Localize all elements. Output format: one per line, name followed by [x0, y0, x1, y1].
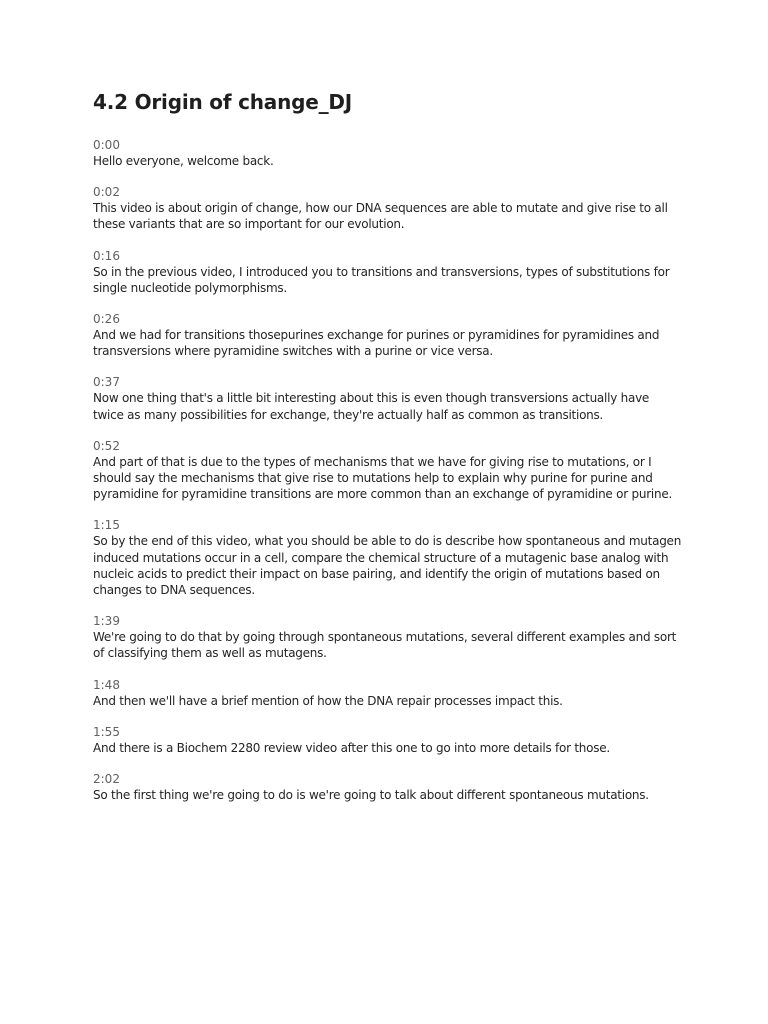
segment-text: So the first thing we're going to do is we're going to talk about different spontaneous mutations. — [93, 788, 649, 803]
timestamp[interactable]: 0:52 — [93, 438, 120, 453]
timestamp[interactable]: 1:55 — [93, 724, 120, 739]
transcript-segment — [93, 613, 683, 661]
document-page — [93, 88, 683, 818]
timestamp[interactable]: 0:00 — [93, 138, 120, 152]
segment-text: So by the end of this video, what you should be able to do is describe how spontaneous and mutagen induced mutations occur in a cell, compare the chemical structure of a mutagenic base analog with nucleic acids to predict their impact on base pairing, and identify the origin of mutations based on changes to DNA sequences. — [93, 534, 682, 598]
timestamp[interactable]: 1:15 — [93, 518, 120, 533]
transcript-segment — [93, 184, 683, 232]
timestamp[interactable]: 0:37 — [93, 375, 120, 390]
segment-text: And we had for transitions thosepurines exchange for purines or pyramidines for pyramidines and transversions where pyramidine switches with a purine or vice versa. — [93, 328, 660, 359]
transcript-segment — [93, 724, 683, 756]
timestamp[interactable]: 0:02 — [93, 185, 120, 200]
timestamp[interactable]: 1:48 — [93, 677, 120, 692]
segment-text: And then we'll have a brief mention of how the DNA repair processes impact this. — [93, 693, 563, 708]
transcript-segment — [93, 771, 683, 803]
document-title: 4.2 Origin of change_DJ — [93, 90, 353, 114]
segment-text: Hello everyone, welcome back. — [93, 154, 274, 168]
segment-text: This video is about origin of change, how our DNA sequences are able to mutate and give rise to all these variants that are so important for our evolution. — [93, 201, 668, 232]
timestamp[interactable]: 2:02 — [93, 772, 120, 787]
transcript-segment — [93, 248, 683, 296]
transcript-segment — [93, 438, 683, 503]
segment-text: So in the previous video, I introduced you to transitions and transversions, types of substitutions for single nucleotide polymorphisms. — [93, 264, 670, 295]
segment-text: Now one thing that's a little bit interesting about this is even though transversions actually have twice as many possibilities for exchange, they're actually half as common as transitions. — [93, 391, 650, 422]
transcript-segment — [93, 677, 683, 709]
timestamp[interactable]: 0:16 — [93, 248, 120, 263]
segment-text: And there is a Biochem 2280 review video after this one to go into more details for those. — [93, 740, 610, 755]
segment-text: And part of that is due to the types of mechanisms that we have for giving rise to mutations, or I should say the mechanisms that give rise to mutations help to explain why purine for purine and pyramidine for pyramidine transitions are more common than an exchange of pyramidine or purine. — [93, 454, 673, 502]
transcript-segment — [93, 374, 683, 422]
transcript-segment — [93, 517, 683, 598]
segment-text: We're going to do that by going through spontaneous mutations, several different examples and sort of classifying them as well as mutagens. — [93, 630, 677, 661]
transcript-segment — [93, 137, 683, 169]
transcript — [93, 137, 683, 803]
timestamp[interactable]: 1:39 — [93, 614, 120, 629]
transcript-segment — [93, 311, 683, 359]
timestamp[interactable]: 0:26 — [93, 312, 120, 327]
